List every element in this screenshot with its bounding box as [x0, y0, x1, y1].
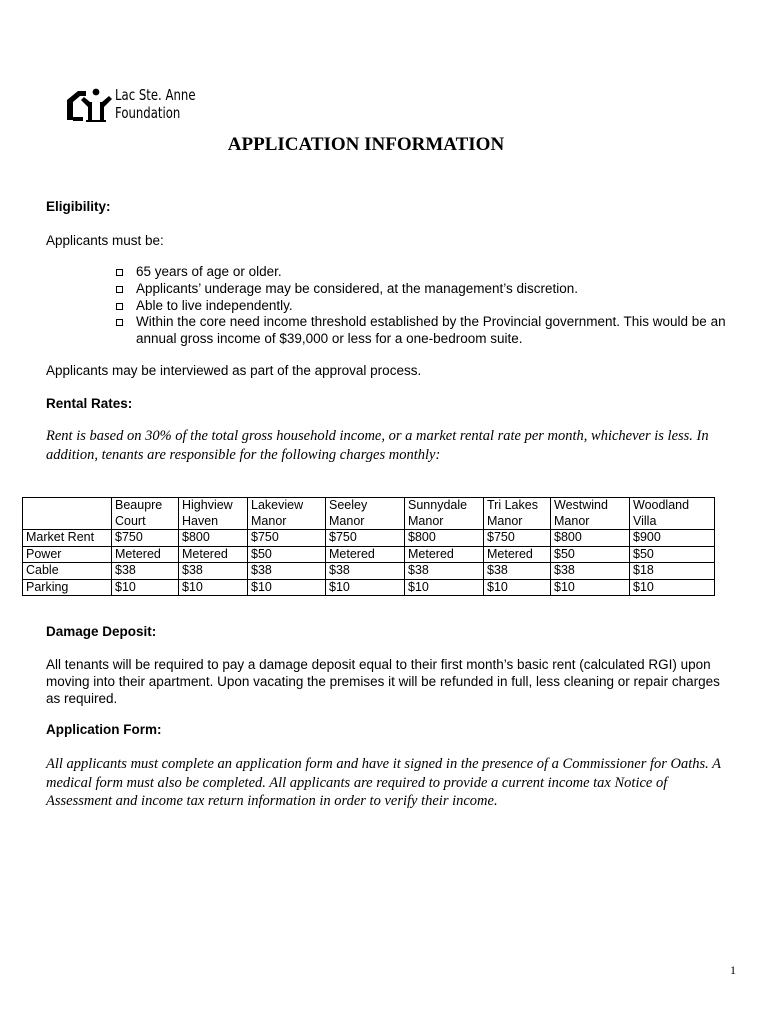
column-header: [551, 498, 630, 530]
table-row: [23, 579, 715, 596]
column-header-line: Woodland: [633, 498, 690, 512]
table-cell: $50: [551, 546, 630, 563]
table-cell: $10: [326, 579, 405, 596]
column-header-line: Manor: [487, 513, 523, 528]
logo-text-line1: Lac Ste. Anne: [115, 86, 196, 104]
table-cell: $750: [112, 530, 179, 547]
application-form-text: All applicants must complete an application form and have it signed in the presence of a Commissioner for Oaths. A medical form must also be completed. All applicants are required to provide a current income tax Notice of Assessment and income tax return information in order to verify their income.: [46, 756, 721, 809]
column-header-line: Court: [115, 513, 146, 528]
checkbox-bullet-icon: [116, 319, 123, 326]
checkbox-bullet-icon: [116, 303, 123, 310]
table-cell: $38: [405, 563, 484, 580]
eligibility-heading: Eligibility:: [46, 199, 111, 214]
column-header-line: Villa: [633, 513, 657, 528]
eligibility-intro: Applicants must be:: [46, 233, 164, 248]
table-cell: Metered: [112, 546, 179, 563]
column-header-line: Tri Lakes: [487, 498, 538, 512]
table-cell: $10: [248, 579, 326, 596]
table-cell: $750: [326, 530, 405, 547]
column-header-line: Westwind: [554, 498, 608, 512]
table-corner-cell: [23, 498, 112, 530]
row-label: Power: [23, 546, 112, 563]
table-row: [23, 546, 715, 563]
interview-note: Applicants may be interviewed as part of the approval process.: [46, 363, 422, 378]
column-header-line: Haven: [182, 513, 219, 528]
row-label: Market Rent: [23, 530, 112, 547]
checkbox-bullet-icon: [116, 286, 123, 293]
rental-rates-table: [22, 497, 715, 596]
table-cell: $10: [484, 579, 551, 596]
damage-deposit-text: All tenants will be required to pay a damage deposit equal to their first month’s basic rent (calculated RGI) upon moving into their apartment. Upon vacating the premises it will be refunded in full, less cleaning or repair charges as required.: [46, 657, 720, 706]
row-label: Parking: [23, 579, 112, 596]
checkbox-bullet-icon: [116, 269, 123, 276]
foundation-logo: [66, 84, 206, 126]
table-cell: $750: [248, 530, 326, 547]
table-cell: $10: [405, 579, 484, 596]
eligibility-list: [112, 264, 732, 348]
table-cell: $800: [405, 530, 484, 547]
list-item: [112, 314, 732, 348]
table-cell: $38: [551, 563, 630, 580]
table-cell: $800: [179, 530, 248, 547]
table-cell: Metered: [179, 546, 248, 563]
column-header-line: Seeley: [329, 498, 368, 512]
column-header-line: Manor: [251, 513, 287, 528]
table-cell: $50: [248, 546, 326, 563]
table-cell: $38: [112, 563, 179, 580]
table-cell: $50: [630, 546, 715, 563]
column-header: [326, 498, 405, 530]
table-cell: $800: [551, 530, 630, 547]
table-cell: $10: [179, 579, 248, 596]
table-cell: $38: [326, 563, 405, 580]
table-cell: $900: [630, 530, 715, 547]
column-header: [248, 498, 326, 530]
column-header-line: Highview: [182, 498, 233, 512]
table-cell: Metered: [405, 546, 484, 563]
table-cell: $10: [630, 579, 715, 596]
table-cell: $18: [630, 563, 715, 580]
page-number: 1: [730, 963, 736, 977]
column-header: [484, 498, 551, 530]
table-row: [23, 563, 715, 580]
list-item-text: 65 years of age or older.: [136, 264, 282, 279]
column-header: [630, 498, 715, 530]
column-header: [405, 498, 484, 530]
damage-deposit-heading: Damage Deposit:: [46, 624, 157, 639]
column-header-line: Beaupre: [115, 498, 163, 512]
table-cell: $750: [484, 530, 551, 547]
list-item-text: Within the core need income threshold established by the Provincial government. This would be an annual gross income of $39,000 or less for a one-bedroom suite.: [136, 314, 726, 347]
table-cell: $38: [484, 563, 551, 580]
column-header-line: Lakeview: [251, 498, 304, 512]
table-cell: $10: [112, 579, 179, 596]
house-figure-logo-icon: [66, 88, 114, 124]
list-item-text: Able to live independently.: [136, 297, 293, 313]
rental-description: Rent is based on 30% of the total gross household income, or a market rental rate per month, whichever is less. In addition, tenants are responsible for the following charges monthly:: [46, 428, 709, 463]
column-header-line: Manor: [554, 513, 590, 528]
table-cell: $10: [551, 579, 630, 596]
table-cell: Metered: [326, 546, 405, 563]
column-header: [179, 498, 248, 530]
page-title: APPLICATION INFORMATION: [227, 134, 505, 155]
list-item: [112, 281, 732, 298]
column-header-line: Sunnydale: [408, 498, 468, 512]
table-cell: $38: [248, 563, 326, 580]
application-form-heading: Application Form:: [46, 722, 162, 737]
column-header: [112, 498, 179, 530]
list-item: [112, 264, 732, 281]
rental-heading: Rental Rates:: [46, 396, 133, 411]
list-item-text: Applicants’ underage may be considered, at the management’s discretion.: [136, 280, 579, 296]
list-item: [112, 298, 732, 315]
table-header-row: [23, 498, 715, 530]
table-cell: Metered: [484, 546, 551, 563]
table-row: [23, 530, 715, 547]
column-header-line: Manor: [329, 513, 365, 528]
row-label: Cable: [23, 563, 112, 580]
table-cell: $38: [179, 563, 248, 580]
logo-text-line2: Foundation: [115, 104, 181, 122]
column-header-line: Manor: [408, 513, 444, 528]
